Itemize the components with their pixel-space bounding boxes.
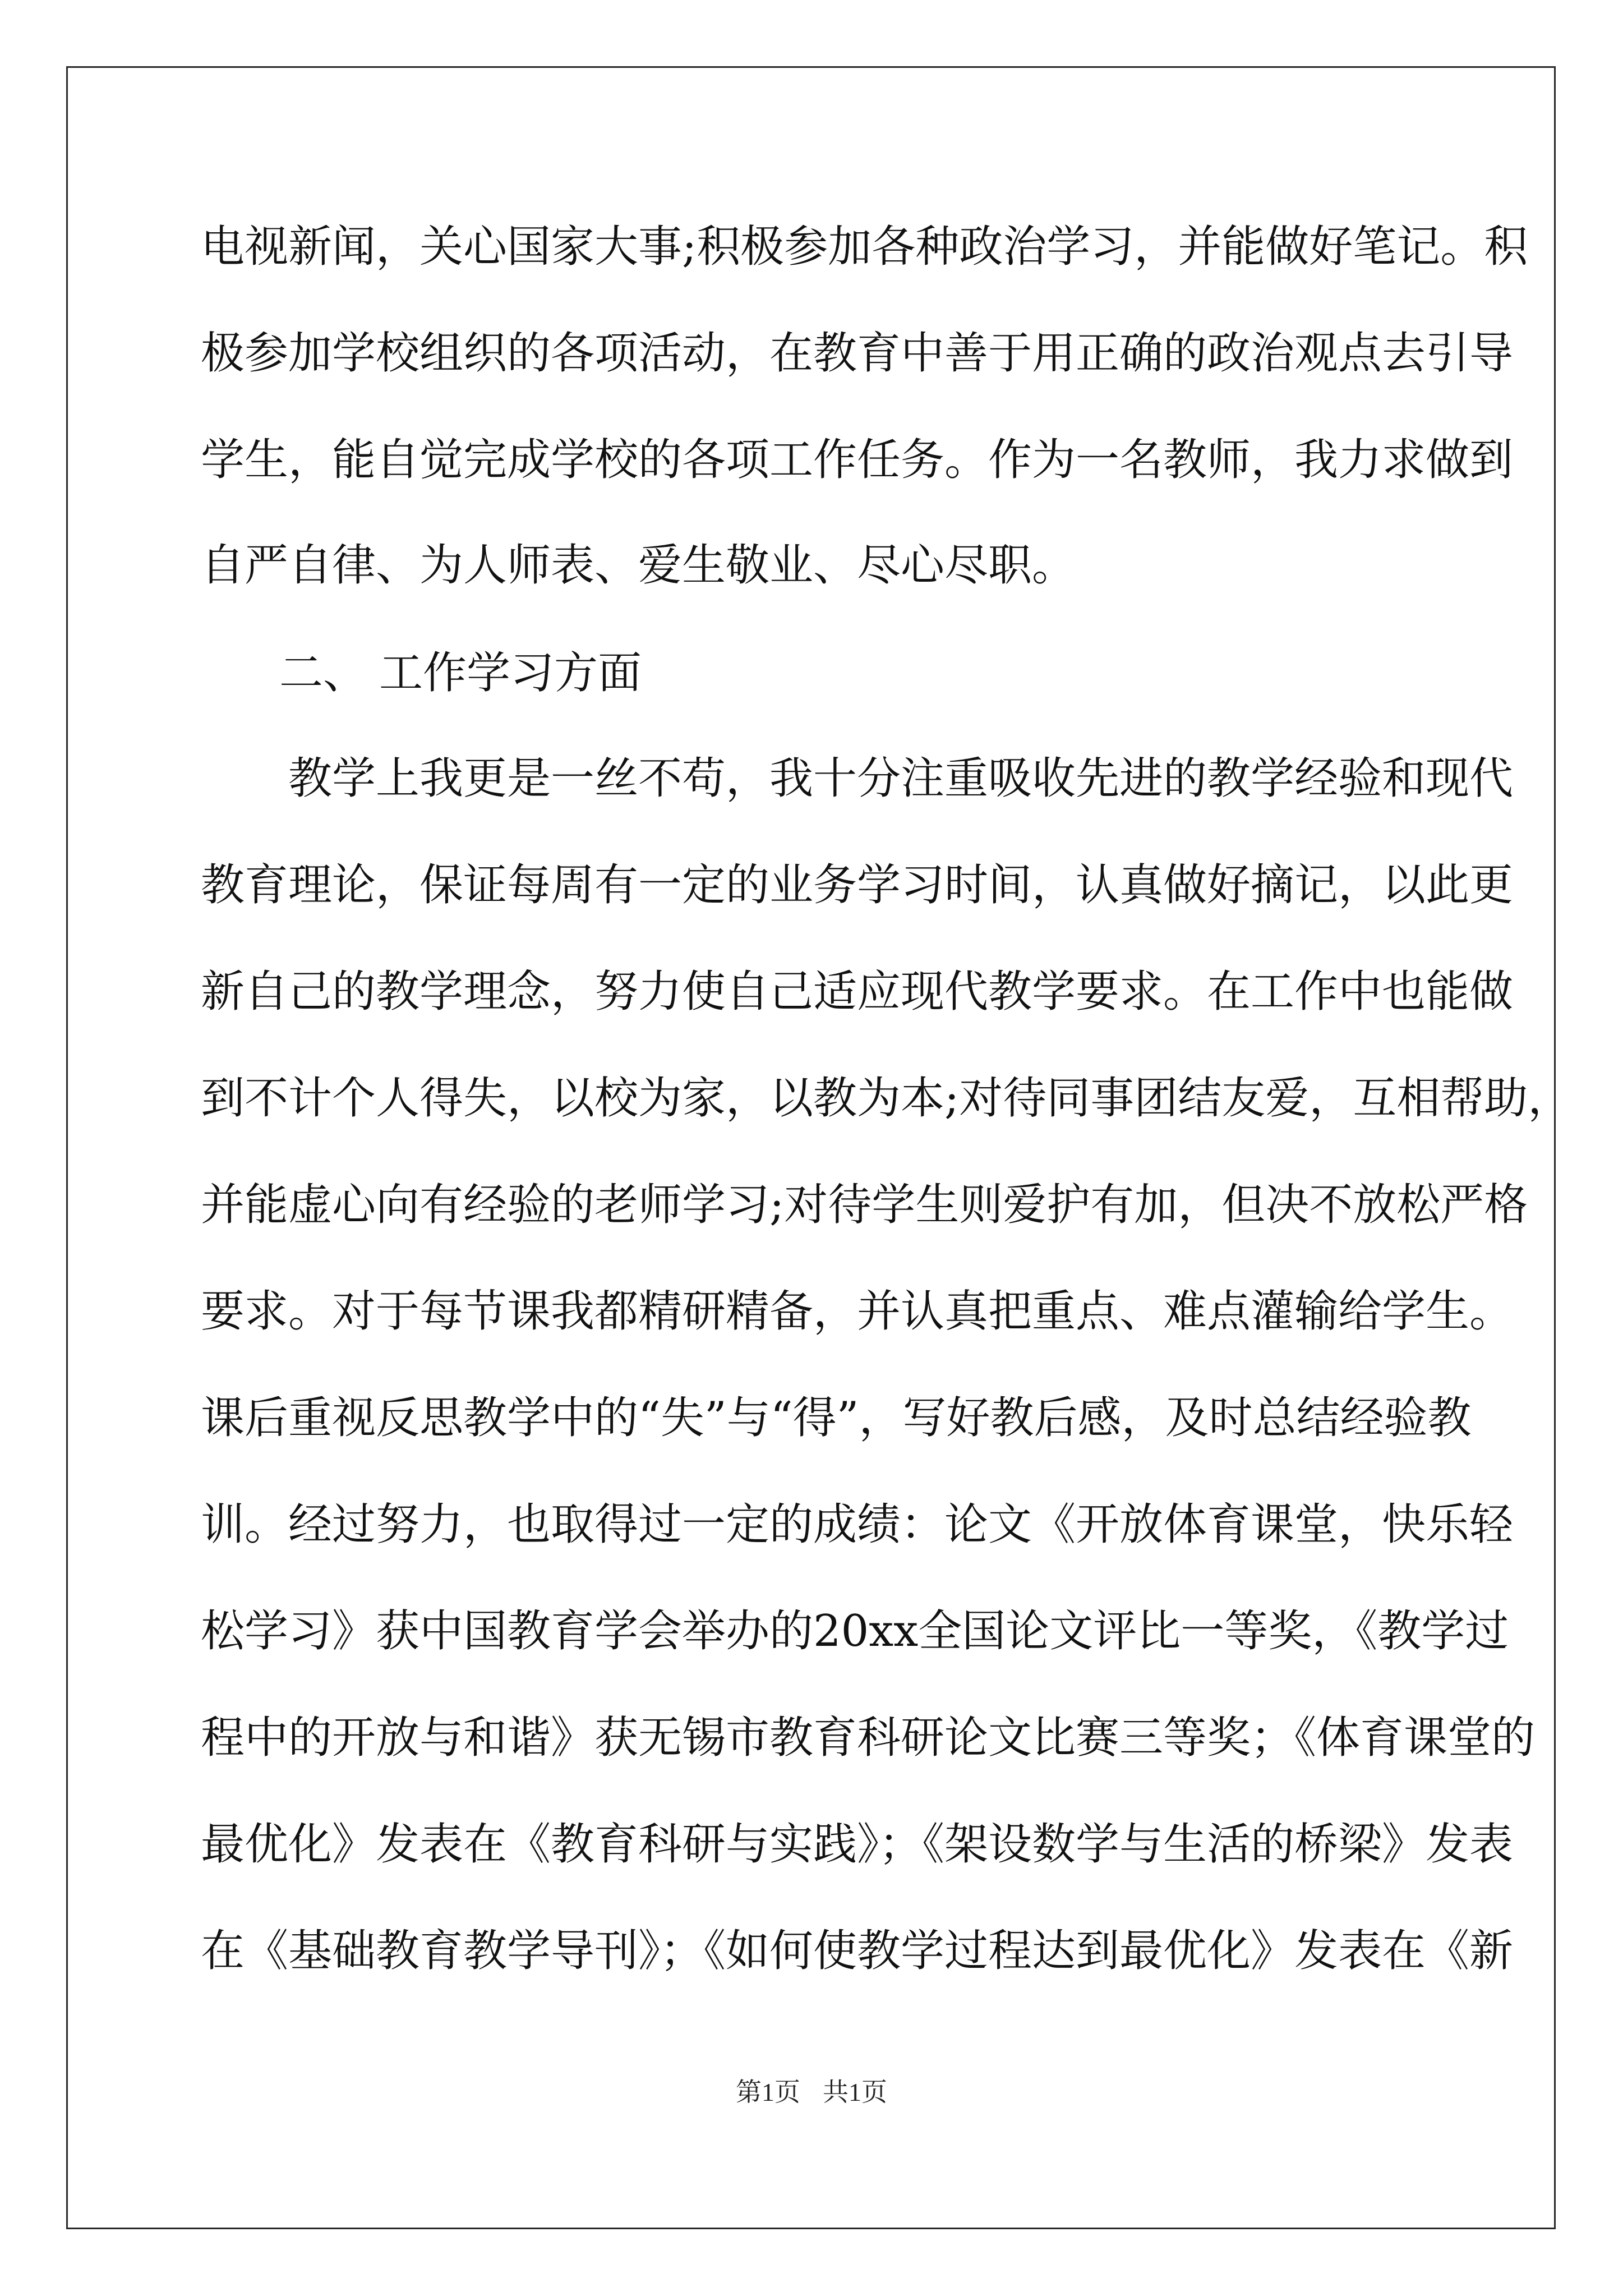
text-line: 教育理论，保证每周有一定的业务学习时间，认真做好摘记，以此更 xyxy=(201,860,1514,910)
text-line: 并能虚心向有经验的老师学习;对待学生则爱护有加，但决不放松严格 xyxy=(201,1180,1528,1230)
section-title: 工作学习方面 xyxy=(379,648,642,698)
page-total: 共1页 xyxy=(823,2078,887,2106)
section-number: 二、 xyxy=(279,648,367,698)
text-line: 学生，能自觉完成学校的各项工作任务。作为一名教师，我力求做到 xyxy=(201,435,1514,485)
page-border xyxy=(66,66,1572,2229)
text-line: 在《基础教育教学导刊》；《如何使教学过程达到最优化》发表在《新 xyxy=(201,1926,1514,1976)
text-line: 教学上我更是一丝不苟，我十分注重吸收先进的教学经验和现代 xyxy=(201,753,1514,804)
page-footer xyxy=(0,2076,1623,2109)
text-line: 到不计个人得失，以校为家，以教为本;对待同事团结友爱，互相帮助， xyxy=(201,1073,1572,1124)
text-line: 课后重视反思教学中的“失”与“得”，写好教后感，及时总结经验教 xyxy=(201,1393,1472,1443)
text-line: 最优化》发表在《教育科研与实践》；《架设数学与生活的桥梁》发表 xyxy=(201,1819,1514,1870)
text-line: 松学习》获中国教育学会举办的20xx全国论文评比一等奖，《教学过 xyxy=(201,1606,1509,1657)
text-line: 程中的开放与和谐》获无锡市教育科研论文比赛三等奖；《体育课堂的 xyxy=(201,1713,1536,1763)
text-line: 电视新闻，关心国家大事;积极参加各种政治学习，并能做好笔记。积 xyxy=(201,222,1528,272)
text-line: 要求。对于每节课我都精研精备，并认真把重点、难点灌输给学生。 xyxy=(201,1286,1514,1337)
text-line: 新自己的教学理念，努力使自己适应现代教学要求。在工作中也能做 xyxy=(201,967,1514,1017)
text-line: 训。经过努力，也取得过一定的成绩：论文《开放体育课堂，快乐轻 xyxy=(201,1499,1514,1550)
text-line: 极参加学校组织的各项活动，在教育中善于用正确的政治观点去引导 xyxy=(201,328,1514,379)
text-line: 自严自律、为人师表、爱生敬业、尽心尽职。 xyxy=(201,540,1076,591)
section-heading xyxy=(201,645,1422,701)
page-number: 第1页 xyxy=(736,2078,800,2106)
